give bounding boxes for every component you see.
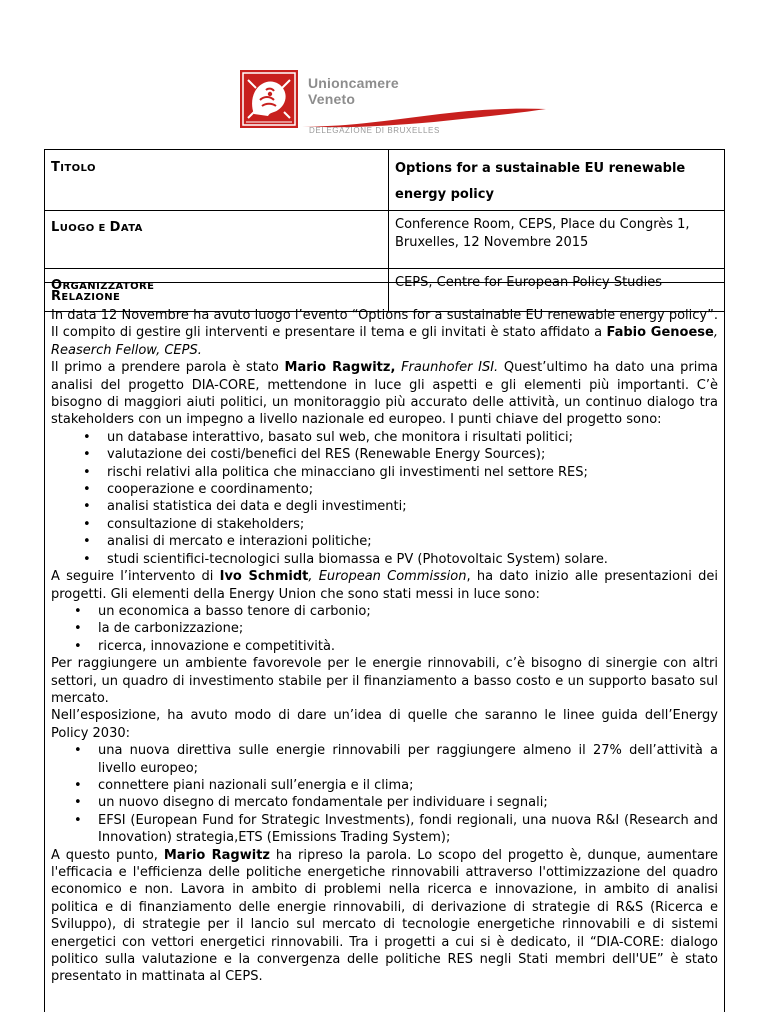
speaker-role: , European Commission [308, 569, 467, 585]
list-item: • un database interattivo, basato sul web, che monitora i risultati politici; [51, 429, 718, 446]
list-item: • cooperazione e coordinamento; [51, 481, 718, 498]
place-date-value: Conference Room, CEPS, Place du Congrès 1, Bruxelles, 12 Novembre 2015 [389, 211, 725, 269]
list-item: • EFSI (European Fund for Strategic Investments), fondi regionali, una nuova R&I (Research and Innovation) strategia,ETS (Emissions Trading System); [51, 812, 718, 847]
organizer-value: CEPS, Centre for European Policy Studies [389, 269, 725, 312]
list-item: • rischi relativi alla politica che minacciano gli investimenti nel settore RES; [51, 464, 718, 481]
report-heading: RELAZIONE [51, 289, 121, 304]
list-item: • analisi di mercato e interazioni politiche; [51, 533, 718, 550]
list-item: • ricerca, innovazione e competitività. [51, 638, 718, 655]
paragraph-guidelines: Nell’esposizione, ha avuto modo di dare un’idea di quelle che saranno le linee guida dell’Energy Policy 2030: [51, 708, 718, 741]
list-item: • valutazione dei costi/benefici del RES (Renewable Energy Sources); [51, 446, 718, 463]
paragraph-schmidt: A seguire l’intervento di Ivo Schmidt, European Commission, ha dato inizio alle presentazioni dei progetti. Gli elementi della Energy Union che sono stati messi in luce sono: [51, 569, 718, 602]
speaker-name: Mario Ragwitz, [284, 360, 396, 376]
title-row [45, 150, 725, 211]
energy-policy-list [51, 742, 718, 846]
speaker-role: , Reaserch Fellow, CEPS. [51, 325, 718, 358]
brand-name-line2: Veneto [308, 91, 356, 107]
place-date-label: LUOGO E DATA [45, 211, 389, 269]
paragraph-intro: In data 12 Novembre ha avuto luogo l’evento “Options for a sustainable EU renewable energy policy”. Il compito di gestire gli interventi e presentare il tema e gli invitati è stato affidato a Fabio Genoese, Reaserch Fellow, CEPS. [51, 308, 718, 358]
lion-seal-icon [240, 70, 298, 128]
list-item: • connettere piani nazionali sull’energia e il clima; [51, 777, 718, 794]
paragraph-ragwitz: Il primo a prendere parola è stato Mario Ragwitz, Fraunhofer ISI. Quest’ultimo ha dato una prima analisi del progetto DIA-CORE, mettendone in luce gli aspetti e gli elementi più importanti. C’è bisogno di maggiori aiuti politici, un monitoraggio più accurato delle attività, un continuo dialogo tra stakeholders con un impegno a livello nazionale ed europeo. I punti chiave del progetto sono: [51, 360, 719, 428]
paragraph-environment: Per raggiungere un ambiente favorevole per le energie rinnovabili, c’è bisogno di sinergie con altri settori, un quadro di investimento stabile per il finanziamento a basso costo e un supporto basato sul mercato. [51, 656, 718, 706]
delegation-subtitle: DELEGAZIONE DI BRUXELLES [309, 126, 440, 135]
title-label: TITOLO [45, 150, 389, 211]
list-item: • un economica a basso tenore di carbonio; [51, 603, 718, 620]
organizer-label: ORGANIZZATORE [45, 269, 389, 312]
list-item: • consultazione di stakeholders; [51, 516, 718, 533]
place-date-row [45, 211, 725, 269]
list-item: • una nuova direttiva sulle energie rinnovabili per raggiungere almeno il 27% dell’attività a livello europeo; [51, 742, 718, 777]
list-item: • studi scientifici-tecnologici sulla biomassa e PV (Photovoltaic System) solare. [51, 551, 718, 568]
speaker-role: Fraunhofer ISI. [395, 360, 499, 376]
energy-union-list [51, 603, 718, 655]
speaker-name: Ivo Schmidt [219, 569, 309, 585]
speaker-name: Mario Ragwitz [163, 847, 270, 863]
list-item: • un nuovo disegno di mercato fondamentale per individuare i segnali; [51, 794, 718, 811]
title-value: Options for a sustainable EU renewable energy policy [389, 150, 725, 211]
unioncamere-logo [240, 70, 540, 142]
paragraph-conclusion: A questo punto, Mario Ragwitz ha ripreso la parola. Lo scopo del progetto è, dunque, aumentare l'efficacia e l'efficienza delle politiche energetiche rinnovabili attraverso l'ottimizzazione del quadro economico e non. Lavora in ambito di problemi nella ricerca e innovazione, in ambito di analisi politica e di finanziamento delle energie rinnovabili, di derivazione di strategie di R&S (Ricerca e Sviluppo), di strategie per il lancio sul mercato di tecnologie energetiche rinnovabili e di sistemi energetici con vettori energetici rinnovabili. Tra i progetti a cui si è dedicato, il “DIA-CORE: dialogo politico sulla valutazione e la convergenza delle politiche RES negli Stati membri dell'UE” è stato presentato in mattinata al CEPS. [51, 847, 718, 985]
speaker-name: Fabio Genoese [606, 325, 714, 341]
key-points-list [51, 429, 718, 568]
list-item: • analisi statistica dei data e degli investimenti; [51, 498, 718, 515]
report-section [44, 282, 725, 1012]
brand-name-line1: Unioncamere [308, 75, 399, 91]
list-item: • la de carbonizzazione; [51, 620, 718, 637]
